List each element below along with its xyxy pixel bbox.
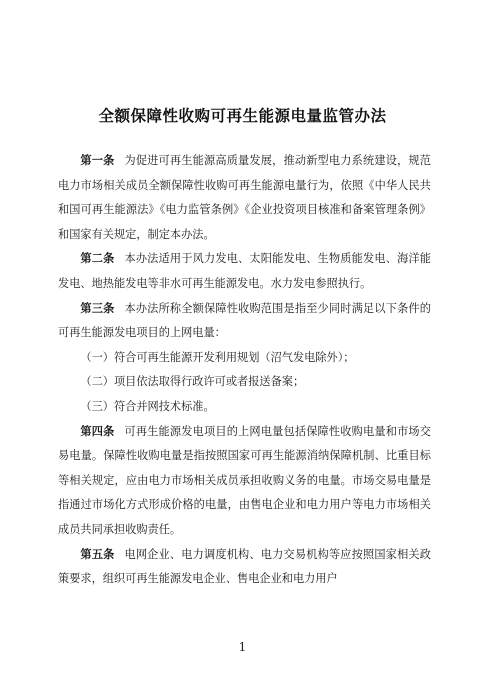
article-paragraph (58, 543, 431, 592)
list-item (58, 370, 431, 395)
article-paragraph (58, 297, 431, 346)
document-body (58, 149, 431, 592)
article-text: 为促进可再生能源高质量发展，推动新型电力系统建设，规范电力市场相关成员全额保障性收购可再生能源电量行为，依照《中华人民共和国可再生能源法》《电力监管条例》《企业投资项目核准和备案管理条例》和国家有关规定，制定本办法。 (58, 154, 431, 241)
list-item-text: （三）符合并网技术标准。 (80, 399, 215, 413)
article-paragraph (58, 247, 431, 296)
article-text: 本办法所称全额保障性收购范围是指至少同时满足以下条件的可再生能源发电项目的上网电量： (58, 301, 431, 340)
article-text: 本办法适用于风力发电、太阳能发电、生物质能发电、海洋能发电、地热能发电等非水可再生能源发电。水力发电参照执行。 (58, 252, 431, 290)
article-number: 第一条 (80, 154, 115, 167)
page-number: 1 (238, 640, 247, 654)
article-text: 电网企业、电力调度机构、电力交易机构等应按照国家相关政策要求，组织可再生能源发电企业、售电企业和电力用户 (58, 547, 431, 586)
article-text: 可再生能源发电项目的上网电量包括保障性收购电量和市场交易电量。保障性收购电量是指按照国家可再生能源消纳保障机制、比重目标等相关规定，应由电力市场相关成员承担收购义务的电量。市场交易电量是指通过市场化方式形成价格的电量，由售电企业和电力用户等电力市场相关成员共同承担收购责任。 (58, 424, 431, 536)
list-item (58, 346, 431, 371)
article-paragraph (58, 149, 431, 247)
article-number: 第五条 (80, 547, 115, 561)
list-item (58, 395, 431, 420)
article-number: 第三条 (80, 301, 115, 315)
article-paragraph (58, 420, 431, 543)
list-item-text: （二）项目依法取得行政许可或者报送备案； (80, 375, 305, 389)
document-title: 全额保障性收购可再生能源电量监管办法 (98, 107, 387, 125)
list-item-text: （一）符合可再生能源开发利用规划（沼气发电除外）； (80, 350, 355, 364)
article-number: 第二条 (80, 252, 115, 266)
article-number: 第四条 (80, 424, 115, 438)
